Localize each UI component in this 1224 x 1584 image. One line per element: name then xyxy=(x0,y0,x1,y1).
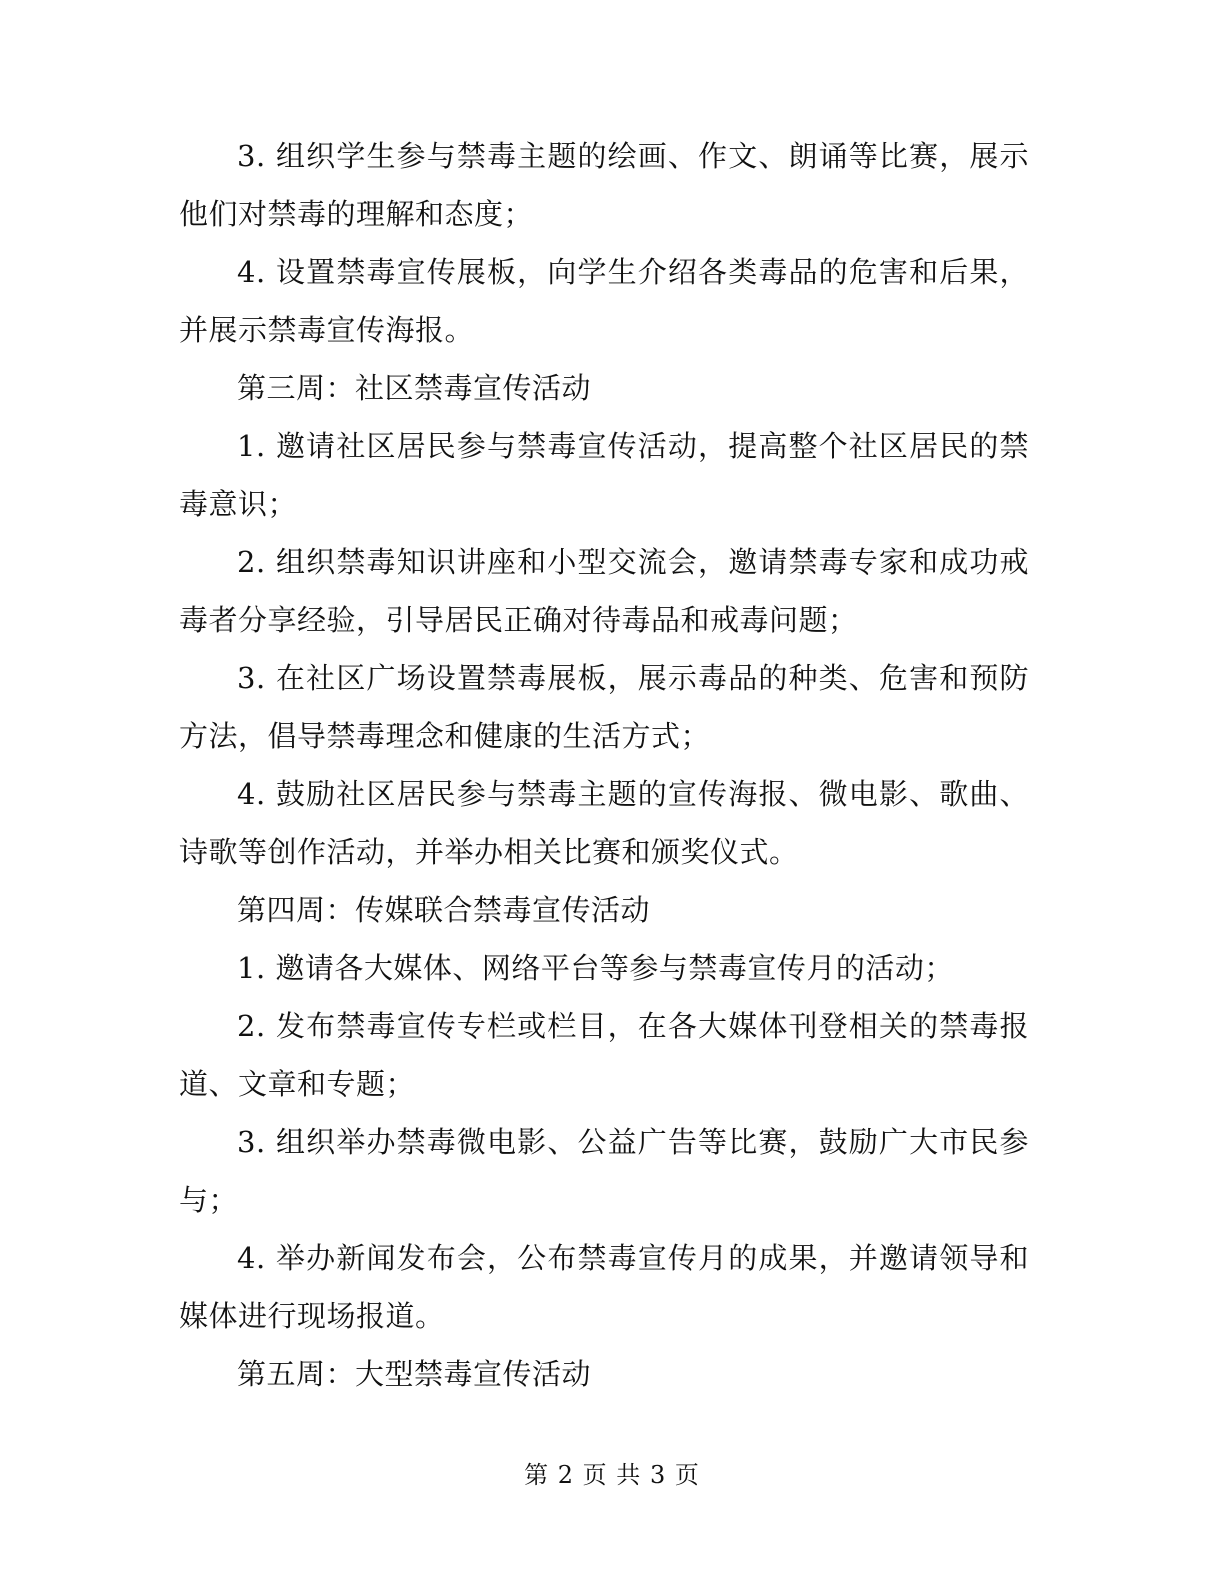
paragraph-community-item-2: 2. 组织禁毒知识讲座和小型交流会，邀请禁毒专家和成功戒毒者分享经验，引导居民正确对待毒品和戒毒问题； xyxy=(179,545,1029,637)
paragraph-school-item-4: 4. 设置禁毒宣传展板，向学生介绍各类毒品的危害和后果，并展示禁毒宣传海报。 xyxy=(179,255,1029,347)
paragraph-community-item-4: 4. 鼓励社区居民参与禁毒主题的宣传海报、微电影、歌曲、诗歌等创作活动，并举办相关比赛和颁奖仪式。 xyxy=(179,777,1029,869)
paragraph-media-item-1: 1. 邀请各大媒体、网络平台等参与禁毒宣传月的活动； xyxy=(237,951,954,985)
section-heading-week-5: 第五周：大型禁毒宣传活动 xyxy=(237,1357,592,1391)
page-number-footer: 第 2 页 共 3 页 xyxy=(524,1461,700,1489)
paragraph-media-item-4: 4. 举办新闻发布会，公布禁毒宣传月的成果，并邀请领导和媒体进行现场报道。 xyxy=(179,1241,1029,1333)
section-heading-week-3: 第三周：社区禁毒宣传活动 xyxy=(237,371,592,405)
paragraph-community-item-3: 3. 在社区广场设置禁毒展板，展示毒品的种类、危害和预防方法，倡导禁毒理念和健康的生活方式； xyxy=(179,661,1029,753)
document-body xyxy=(179,127,1029,1403)
paragraph-media-item-3: 3. 组织举办禁毒微电影、公益广告等比赛，鼓励广大市民参与； xyxy=(179,1125,1029,1217)
paragraph-community-item-1: 1. 邀请社区居民参与禁毒宣传活动，提高整个社区居民的禁毒意识； xyxy=(179,429,1029,521)
paragraph-media-item-2: 2. 发布禁毒宣传专栏或栏目，在各大媒体刊登相关的禁毒报道、文章和专题； xyxy=(179,1009,1029,1101)
section-heading-week-4: 第四周：传媒联合禁毒宣传活动 xyxy=(237,893,651,927)
paragraph-school-item-3: 3. 组织学生参与禁毒主题的绘画、作文、朗诵等比赛，展示他们对禁毒的理解和态度； xyxy=(179,139,1029,231)
